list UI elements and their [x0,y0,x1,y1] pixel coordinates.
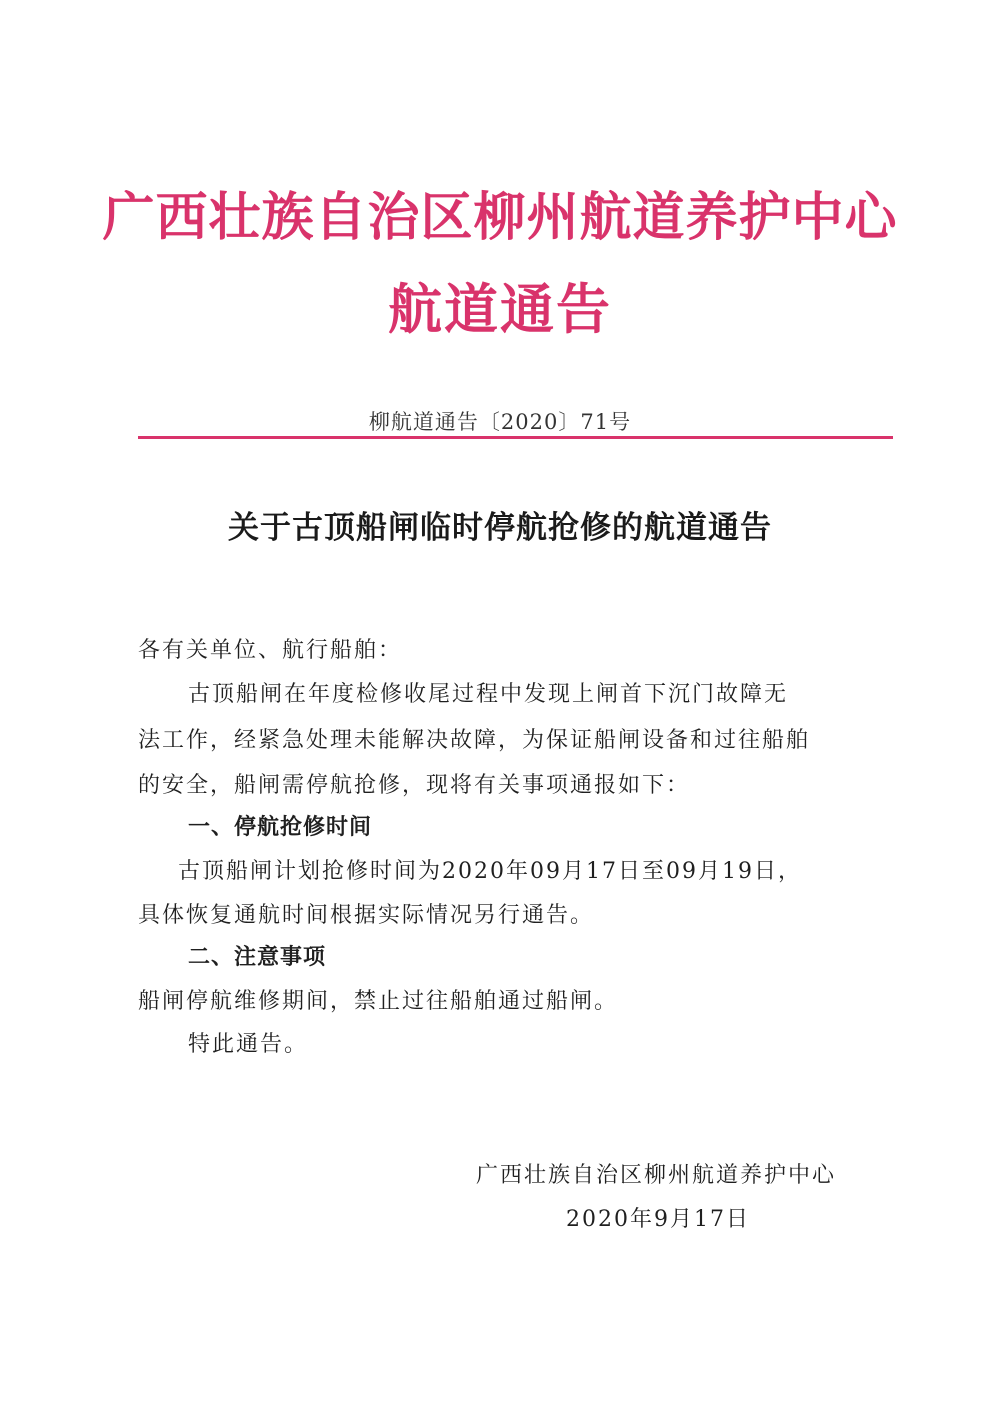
section-1-line-1: 古顶船闸计划抢修时间为2020年09月17日至09月19日， [178,859,802,884]
intro-line-1: 古顶船闸在年度检修收尾过程中发现上闸首下沉门故障无 [188,682,789,707]
section-2-line: 船闸停航维修期间，禁止过往船舶通过船闸。 [138,989,619,1014]
signature-date: 2020年9月17日 [566,1207,750,1232]
red-separator-line [138,436,893,439]
closing-text: 特此通告。 [188,1032,309,1057]
doc-type-header: 航道通告 [388,278,612,341]
section-1-line-2: 具体恢复通航时间根据实际情况另行通告。 [138,903,595,928]
intro-line-3: 的安全，船闸需停航抢修，现将有关事项通报如下： [138,773,691,798]
org-name-header: 广西壮族自治区柳州航道养护中心 [102,188,898,248]
section-1-heading: 一、停航抢修时间 [188,815,373,840]
salutation: 各有关单位、航行船舶： [138,638,403,663]
notice-title: 关于古顶船闸临时停航抢修的航道通告 [228,510,772,546]
section-2-heading: 二、注意事项 [188,945,327,970]
signature-org: 广西壮族自治区柳州航道养护中心 [476,1163,837,1188]
document-number: 柳航道通告〔2020〕71号 [368,410,632,434]
intro-line-2: 法工作，经紧急处理未能解决故障，为保证船闸设备和过往船舶 [138,728,811,753]
